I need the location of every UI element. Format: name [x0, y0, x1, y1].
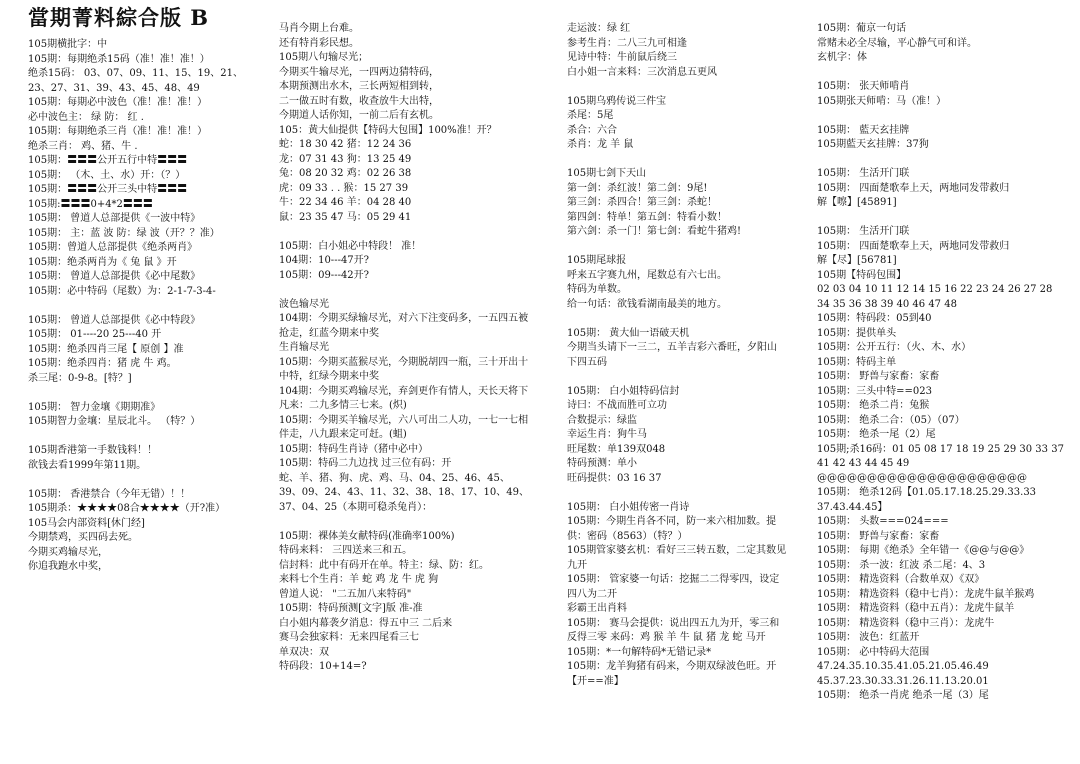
text-line: 105期:〓〓〓0+4*2〓〓〓 [28, 198, 153, 210]
text-line: 二一做五时有数，收查放牛大出特， [279, 95, 439, 107]
text-line: 凡来：二九多情三七来。(炽) [279, 400, 407, 411]
text-line: 杀合：六合 [567, 124, 617, 136]
text-line: 105期：09---42开? [279, 269, 370, 281]
text-line: 105期： 生活开门联 [817, 168, 910, 179]
text-line: 104期：今期买绿输尽光，对六下注变码多，一五四五被 [279, 313, 529, 324]
spacer [817, 211, 1067, 226]
text-line: 欲钱去看1999年第11期。 [28, 459, 147, 471]
text-line: 特码为单数。 [567, 284, 627, 295]
text-line: 105期： 黄大仙一语破天机 [567, 327, 690, 339]
text-line: 鼠：23 35 47 马：05 29 41 [279, 211, 412, 223]
text-line: 反得三零 来码：鸡 猴 羊 牛 鼠 猪 龙 蛇 马开 [567, 632, 766, 643]
text-line: 绝杀三肖： 鸡、猪、牛 . [28, 140, 138, 152]
text-line: 105期：曾道人总部提供《绝杀两肖》 [28, 242, 198, 253]
text-line: 杀肖：龙 羊 鼠 [567, 139, 634, 150]
spacer [28, 299, 258, 314]
spacer [279, 225, 551, 240]
text-line: 104期：10---47开? [279, 255, 370, 266]
text-line: 合数提示：绿监 [567, 414, 637, 426]
text-line: 赛马会独家料：无来四尾看三七 [279, 632, 419, 643]
spacer [567, 80, 807, 95]
text-line: 【开==准】 [567, 675, 624, 687]
text-line: 105期： 绝杀二合：（05）（07） [817, 414, 965, 426]
document-title: 當期菁料綜合版 B [28, 5, 210, 30]
text-line: 105期： 四面楚歌奉上天，两地同发带救归 [817, 182, 1010, 194]
text-line: 105期： 生活开门联 [817, 226, 910, 237]
text-line: 旺码提供：03 16 37 [567, 472, 662, 484]
text-line: 下四五码 [567, 356, 607, 368]
text-line: 105期;杀16码：01 05 08 17 18 19 25 29 30 33 37 [817, 443, 1064, 455]
text-line: 九开 [567, 559, 587, 571]
text-line: 白小姐一言来料：三次消息五更风 [567, 66, 717, 78]
spacer [567, 312, 807, 327]
text-line: 105期：绝杀四肖：猪 虎 牛 鸡。 [28, 358, 177, 369]
text-line: 今期禁鸡，买四码去死。 [28, 532, 138, 543]
text-line: 105：黄大仙提供【特码大包围】100%准！开？ [279, 124, 497, 136]
text-line: 105期：特码主单 [817, 356, 897, 368]
text-line: 105期： 曾道人总部提供《一波中特》 [28, 213, 201, 224]
spacer [279, 283, 551, 298]
text-line: 105期： 野兽与家畜：家畜 [817, 530, 940, 542]
text-line: 四八为二开 [567, 588, 617, 600]
text-line: 105期： 四面楚歌奉上天，两地同发带救归 [817, 240, 1010, 252]
text-line: 105期：特码二九边找 过三位有码：开 [279, 458, 452, 469]
column-3 [567, 22, 807, 760]
text-line: 105期：必中特码（尾数）为：2-1-7-3-4- [28, 285, 216, 297]
text-line: 生肖输尽光 [279, 342, 329, 353]
text-line: 105期：三头中特==023 [817, 385, 932, 397]
text-line: 本期预测出水木，三长两短相到转， [279, 81, 439, 92]
text-line: 105期张天师啃：马（准！） [817, 95, 947, 107]
text-line: 37、04、25（本期可稳杀兔肖）： [279, 501, 433, 513]
text-line: 105期： 曾道人总部提供《必中特段》 [28, 314, 201, 326]
text-line: 47.24.35.10.35.41.05.21.05.46.49 [817, 661, 989, 672]
column-4 [817, 22, 1067, 760]
text-line: 105期： 香港禁合（今年无错）！！ [28, 488, 191, 500]
text-line: 必中波色主： 绿 防： 红 . [28, 111, 144, 123]
text-line: 105期：龙羊狗猪有码来，今期双绿波色旺。开 [567, 661, 777, 672]
text-line: 见诗中特：牛前鼠后绕三 [567, 52, 677, 63]
text-line: 105期：提供单头 [817, 327, 897, 339]
text-line: 105期： 绝杀一肖虎 绝杀一尾（3）尾 [817, 690, 989, 701]
text-line: 伴走，八九跟来定可赶。(蛆) [279, 429, 407, 440]
text-line: 第三剑：杀四合！第三剑：杀蛇！ [567, 197, 717, 208]
text-line: 105期七剑下天山 [567, 168, 647, 179]
text-line: 105期： 精选资料（合数单双）《双》 [817, 574, 985, 585]
text-line: 蛇、羊、猪、狗、虎、鸡、马、04、25、46、45、 [279, 472, 510, 484]
text-line: 105期：每期必中波色（准！准！准！） [28, 97, 208, 108]
text-line: 105期： 必中特码大范围 [817, 646, 930, 658]
spacer [28, 473, 258, 488]
spacer [817, 153, 1067, 168]
text-line: 还有特肖彩民想。 [279, 37, 359, 49]
text-line: 105期智力金壤：星辰北斗。 （特？） [28, 416, 201, 427]
text-line: 蛇：18 30 42 猪：12 24 36 [279, 139, 412, 150]
text-line: 105期【特码包围】 [817, 269, 907, 281]
column-1 [28, 38, 258, 760]
text-line: 34 35 36 38 39 40 46 47 48 [817, 298, 957, 310]
text-line: 105期：〓〓〓公开三头中特〓〓〓 [28, 184, 188, 195]
text-line: 105期： （木、土、水）开：（？） [28, 169, 186, 181]
text-line: 105期管家婆玄机：看好三三转五数，二定其数见 [567, 545, 787, 556]
text-line: 105期横批字：中 [28, 39, 108, 50]
text-line: 抢走，红蓝今期来中奖 [279, 327, 379, 339]
spacer [567, 240, 807, 255]
text-line: 诗曰：不战而胜可立功 [567, 400, 667, 411]
text-line: 今期当头请下一三二，五羊吉彩六番旺，夕阳山 [567, 342, 777, 353]
spacer [28, 386, 258, 401]
text-line: 105期乌鸦传说三件宝 [567, 95, 667, 107]
text-line: 105期香港第一手数钱料！！ [28, 445, 158, 456]
text-line: 105期：*一句解特码*无错记录* [567, 646, 712, 658]
text-line: 解【尽】[56781] [817, 255, 897, 266]
text-line: 特码段：10+14=? [279, 661, 367, 672]
text-line: 单双决：双 [279, 646, 329, 658]
spacer [817, 66, 1067, 81]
text-line: 105期： 精选资料（稳中五肖）：龙虎牛鼠羊 [817, 603, 1015, 614]
text-line: 龙：07 31 43 狗：13 25 49 [279, 153, 412, 165]
text-line: 白小姐内幕袭夕消息：得五中三 二后来 [279, 617, 453, 629]
text-line: 105期藍天玄挂牌：37狗 [817, 139, 929, 150]
spacer [817, 109, 1067, 124]
spacer [279, 515, 551, 530]
text-line: 105期：裸体美女献特码(准确率100%) [279, 530, 455, 542]
text-line: 105期： 主：蓝 波 防：绿 波（开？？准） [28, 227, 220, 239]
text-line: 虎：09 33 . . 猴：15 27 39 [279, 182, 409, 194]
text-line: 今期买鸡输尽光， [28, 546, 108, 558]
text-line: 来料七个生肖：羊 蛇 鸡 龙 牛 虎 狗 [279, 574, 439, 585]
text-line: 105期： 白小姐传密一肖诗 [567, 501, 690, 513]
text-line: 105期：绝杀四肖三尾【 原创 】准 [28, 343, 184, 355]
column-2 [279, 22, 551, 760]
text-line: 105期：葡京一句话 [817, 23, 907, 34]
spacer [567, 486, 807, 501]
text-line: 今期道人话你知，一前二后有玄机。 [279, 110, 439, 121]
text-line: 105期：特码生肖诗（猪中必中） [279, 443, 429, 455]
text-line: 杀尾：5尾 [567, 110, 614, 121]
text-line: 走运波：绿 红 [567, 23, 631, 34]
text-line: 幸运生肖：狗牛马 [567, 429, 647, 440]
text-line: 105期：每期绝杀15码（准！准！准！） [28, 53, 210, 65]
text-line: 曾道人说： "二五加八来特码" [279, 588, 412, 600]
text-line: 信封料：此中有码开在单。特主：绿、防：红。 [279, 559, 489, 571]
text-line: 105期： 绝杀一尾（2）尾 [817, 429, 936, 440]
text-line: @@@@@@@@@@@@@@@@@@@@@ [817, 472, 1027, 484]
text-line: 105期： 01----20 25---40 开 [28, 329, 162, 340]
text-line: 105期： 头数===024=== [817, 516, 949, 527]
text-line: 105期： 野兽与家畜：家畜 [817, 371, 940, 382]
text-line: 给一句话：欲钱看湖南最美的地方。 [567, 298, 727, 310]
text-line: 105期：每期绝杀三肖（准！准！准！） [28, 126, 208, 137]
text-line: 105期： 智力金壤《期期准》 [28, 401, 161, 413]
text-line: 105期八句输尽光； [279, 52, 369, 63]
text-line: 105期：今期生肖各不同，防一来六相加数。提 [567, 516, 777, 527]
text-line: 105期： 精选资料（稳中七肖）：龙虎牛鼠羊猴鸡 [817, 588, 1035, 600]
text-line: 104期：今期买鸡输尽光，弃剑更作有情人，天长天将下 [279, 385, 529, 397]
text-line: 105期：特码预测[文字]版 准-准 [279, 603, 423, 614]
text-line: 02 03 04 10 11 12 14 15 16 22 23 24 26 27 28 [817, 284, 1053, 295]
spacer [28, 430, 258, 445]
text-line: 常赌未必全尽输，平心静气可和详。 [817, 37, 977, 49]
text-line: 105期： 张天师啃肖 [817, 81, 910, 92]
text-line: 39、09、24、43、11、32、38、18、17、10、49、 [279, 487, 529, 498]
text-line: 105马会内部资料[休门经] [28, 517, 145, 529]
text-line: 105期： 管家婆一句话：挖掘二二得零四，设定 [567, 574, 780, 585]
text-line: 105期尾球报 [567, 255, 627, 266]
text-line: 105期： 波色：红蓝开 [817, 632, 920, 643]
text-line: 105期：今期买蓝猴尽光，今期脱胡四一瓶，三十开出十 [279, 356, 529, 368]
text-line: 第一剑：杀红波！第二剑：9尾! [567, 182, 708, 194]
text-line: 105期： 每期《绝杀》全年错一《@@与@@》 [817, 545, 1030, 556]
text-line: 105期： 藍天玄挂牌 [817, 124, 910, 136]
text-line: 105期： 赛马会提供：说出四五九为开，零三和 [567, 617, 780, 629]
text-line: 第四剑：特单！第五剑：特看小数！ [567, 211, 727, 223]
text-line: 绝杀15码： 03、07、09、11、15、19、21、 [28, 68, 243, 79]
text-line: 杀三尾：0-9-8。[特？] [28, 372, 132, 384]
text-line: 彩霸王出肖料 [567, 603, 627, 614]
text-line: 105期： 绝杀12码【01.05.17.18.25.29.33.33 [817, 487, 1037, 498]
text-line: 23、27、31、39、43、45、48、49 [28, 82, 200, 94]
text-line: 今期买牛输尽光，一四两边猜特码， [279, 66, 439, 78]
text-line: 中特，红绿今期来中奖 [279, 371, 379, 382]
text-line: 呼来五字赛九州，尾数总有六七出。 [567, 269, 727, 281]
text-line: 牛：22 34 46 羊：04 28 40 [279, 197, 412, 208]
text-line: 玄机字：体 [817, 52, 867, 63]
spacer [567, 370, 807, 385]
text-line: 41 42 43 44 45 49 [817, 458, 910, 469]
text-line: 特码预测：单小 [567, 458, 637, 469]
text-line: 105期： 精选资料（稳中三肖）：龙虎牛 [817, 617, 995, 629]
text-line: 旺尾数：单139双048 [567, 443, 666, 455]
text-line: 105期： 绝杀二肖：兔猴 [817, 400, 930, 411]
text-line: 解【嚓】[45891] [817, 197, 897, 208]
text-line: 特码来料： 三四送来三和五。 [279, 545, 413, 556]
text-line: 105期：公开五行：（火、木、水） [817, 342, 972, 353]
text-line: 105期： 杀一波：红波 杀二尾：4、3 [817, 559, 986, 571]
text-line: 波色输尽光 [279, 298, 329, 310]
text-line: 105期杀：★★★★08合★★★★（开?准） [28, 503, 226, 514]
text-line: 105期： 白小姐特码信封 [567, 385, 680, 397]
text-line: 马肖今期上台难。 [279, 23, 359, 34]
text-line: 105期：〓〓〓公开五行中特〓〓〓 [28, 155, 188, 166]
text-line: 105期：白小姐必中特段！ 准！ [279, 240, 422, 252]
text-line: 105期：今期买羊输尽光，六八可出二人功，一七一七相 [279, 414, 529, 426]
text-line: 供：密码（8563）（特？） [567, 530, 688, 542]
text-line: 105期：绝杀两肖为《 兔 鼠 》开 [28, 256, 177, 268]
text-line: 105期：特码段：05到40 [817, 313, 932, 324]
text-line: 37.43.44.45】 [817, 501, 888, 513]
text-line: 参考生肖：二八三九可相逢 [567, 37, 687, 49]
text-line: 第六剑：杀一门！第七剑：看蛇牛猪鸡! [567, 226, 742, 237]
spacer [567, 153, 807, 168]
text-line: 45.37.23.30.33.31.26.11.13.20.01 [817, 675, 989, 687]
text-line: 兔：08 20 32 鸡：02 26 38 [279, 168, 412, 179]
text-line: 你追我跑水中奖， [28, 561, 108, 572]
text-line: 105期： 曾道人总部提供《必中尾数》 [28, 271, 201, 282]
